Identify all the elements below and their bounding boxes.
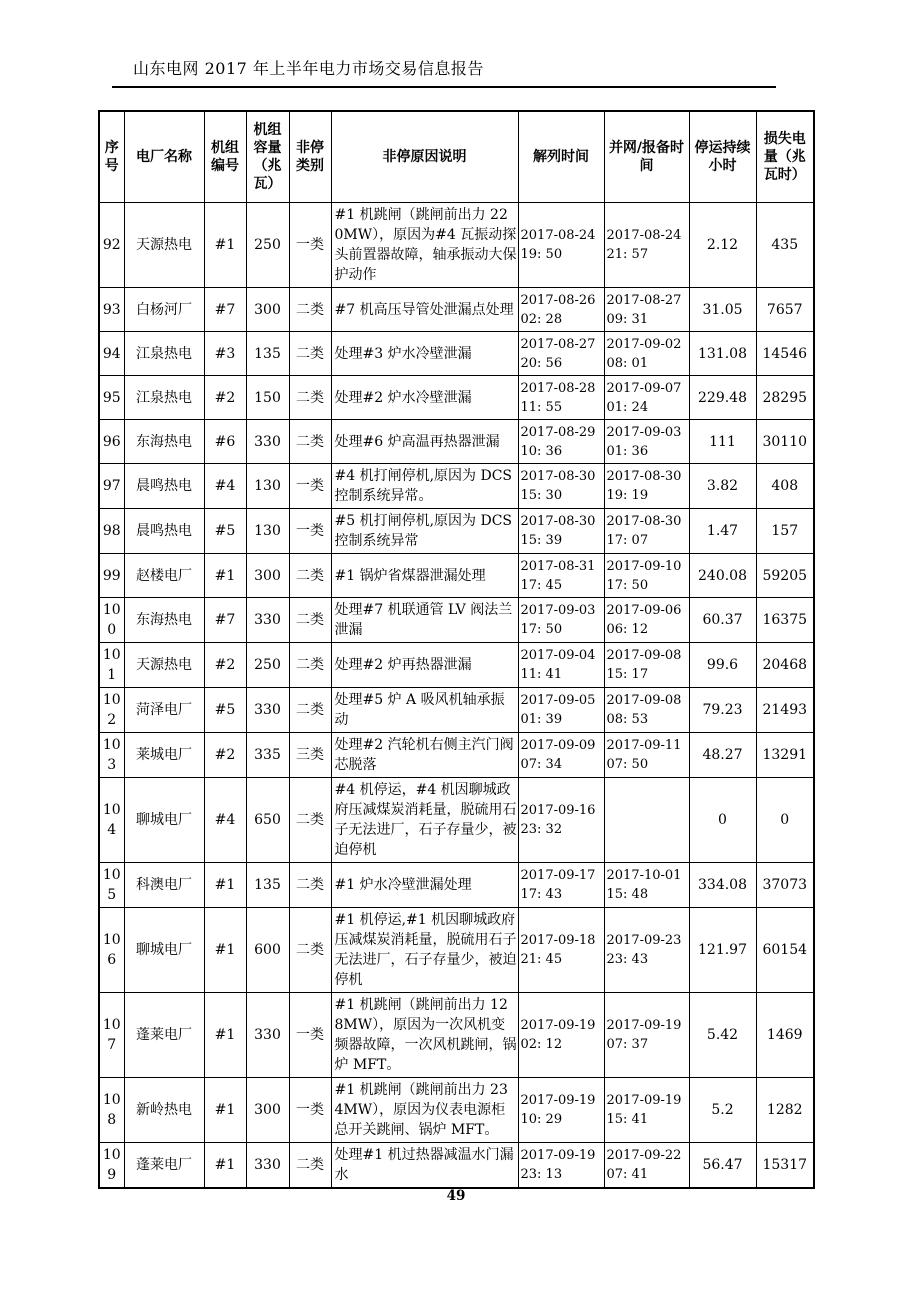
cell-serial-number: 104 — [99, 778, 124, 863]
date-value: 2017-09-19 — [520, 1148, 596, 1163]
cell-unit-capacity: 135 — [246, 863, 289, 908]
outage-table — [98, 110, 815, 1189]
cell-serial-number: 109 — [99, 1143, 124, 1189]
cell-unit-capacity: 250 — [246, 203, 289, 288]
date-value: 2017-10-01 — [606, 868, 682, 883]
cell-disconnect-time — [518, 288, 604, 332]
cell-unit-number: #1 — [204, 554, 246, 598]
cell-unit-number: #4 — [204, 464, 246, 509]
cell-reconnect-time — [604, 464, 689, 509]
table-row — [99, 688, 814, 733]
cell-unit-number: #1 — [204, 1078, 246, 1143]
cell-disconnect-time — [518, 332, 604, 376]
table-row — [99, 863, 814, 908]
cell-outage-category: 一类 — [289, 464, 331, 509]
table-row — [99, 332, 814, 376]
cell-disconnect-time — [518, 464, 604, 509]
time-value: 07: 50 — [606, 757, 649, 772]
date-value: 2017-09-22 — [606, 1148, 682, 1163]
cell-outage-hours: 1.47 — [689, 509, 756, 554]
time-value: 11: 55 — [520, 399, 563, 415]
time-value: 01: 36 — [606, 443, 649, 459]
cell-outage-reason: #1 机跳闸（跳闸前出力 128MW），原因为一次风机变频器故障，一次风机跳闸，锅炉 MFT。 — [331, 993, 518, 1078]
cell-plant-name: 晨鸣热电 — [124, 464, 204, 509]
cell-outage-hours: 99.6 — [689, 643, 756, 688]
cell-reconnect-time — [604, 203, 689, 288]
cell-serial-number: 94 — [99, 332, 124, 376]
cell-disconnect-time — [518, 1143, 604, 1189]
cell-outage-hours: 31.05 — [689, 288, 756, 332]
date-value: 2017-09-16 — [520, 803, 596, 818]
cell-disconnect-time — [518, 908, 604, 993]
time-value: 17: 45 — [520, 577, 563, 593]
cell-serial-number: 95 — [99, 376, 124, 420]
page-number: 49 — [446, 1188, 466, 1204]
date-value: 2017-09-19 — [606, 1093, 682, 1108]
cell-outage-reason: #5 机打闸停机,原因为 DCS 控制系统异常 — [331, 509, 518, 554]
header-outage-hours: 停运持续小时 — [689, 111, 756, 203]
table-row — [99, 643, 814, 688]
time-value: 15: 48 — [606, 887, 649, 902]
cell-loss-energy: 435 — [756, 203, 814, 288]
cell-outage-category: 一类 — [289, 993, 331, 1078]
date-value: 2017-09-10 — [606, 558, 682, 574]
cell-plant-name: 晨鸣热电 — [124, 509, 204, 554]
time-value: 08: 01 — [606, 355, 649, 371]
cell-disconnect-time — [518, 598, 604, 643]
cell-serial-number: 96 — [99, 420, 124, 464]
cell-outage-reason: #1 炉水冷壁泄漏处理 — [331, 863, 518, 908]
date-value: 2017-09-04 — [520, 648, 596, 663]
table-row — [99, 288, 814, 332]
cell-outage-hours: 240.08 — [689, 554, 756, 598]
time-value: 20: 56 — [520, 355, 563, 371]
cell-loss-energy: 21493 — [756, 688, 814, 733]
cell-loss-energy: 15317 — [756, 1143, 814, 1189]
cell-loss-energy: 37073 — [756, 863, 814, 908]
cell-outage-category: 三类 — [289, 733, 331, 778]
date-value: 2017-09-06 — [606, 603, 682, 618]
cell-unit-capacity: 150 — [246, 376, 289, 420]
cell-plant-name: 白杨河厂 — [124, 288, 204, 332]
cell-disconnect-time — [518, 420, 604, 464]
cell-plant-name: 莱城电厂 — [124, 733, 204, 778]
cell-unit-capacity: 250 — [246, 643, 289, 688]
table-row — [99, 554, 814, 598]
date-value: 2017-09-03 — [520, 603, 596, 618]
header-unit-number: 机组编号 — [204, 111, 246, 203]
cell-reconnect-time — [604, 1143, 689, 1189]
cell-unit-number: #1 — [204, 203, 246, 288]
header-outage-reason: 非停原因说明 — [331, 111, 518, 203]
cell-unit-capacity: 300 — [246, 1078, 289, 1143]
cell-outage-hours: 5.2 — [689, 1078, 756, 1143]
cell-reconnect-time — [604, 778, 689, 863]
cell-unit-capacity: 600 — [246, 908, 289, 993]
cell-reconnect-time — [604, 643, 689, 688]
cell-outage-hours: 79.23 — [689, 688, 756, 733]
cell-loss-energy: 59205 — [756, 554, 814, 598]
cell-outage-reason: 处理#2 炉再热器泄漏 — [331, 643, 518, 688]
table-row — [99, 420, 814, 464]
cell-unit-capacity: 335 — [246, 733, 289, 778]
cell-outage-category: 一类 — [289, 509, 331, 554]
cell-loss-energy: 20468 — [756, 643, 814, 688]
cell-unit-capacity: 330 — [246, 598, 289, 643]
time-value: 15: 39 — [520, 533, 563, 548]
date-value: 2017-08-30 — [520, 514, 596, 529]
time-value: 07: 41 — [606, 1167, 649, 1182]
cell-serial-number: 98 — [99, 509, 124, 554]
cell-plant-name: 新岭热电 — [124, 1078, 204, 1143]
cell-unit-number: #1 — [204, 863, 246, 908]
date-value: 2017-08-30 — [606, 469, 682, 484]
cell-serial-number: 93 — [99, 288, 124, 332]
cell-reconnect-time — [604, 376, 689, 420]
cell-serial-number: 107 — [99, 993, 124, 1078]
cell-outage-reason: #4 机打闸停机,原因为 DCS 控制系统异常。 — [331, 464, 518, 509]
header-loss-energy: 损失电量（兆瓦时） — [756, 111, 814, 203]
cell-outage-reason: #1 锅炉省煤器泄漏处理 — [331, 554, 518, 598]
cell-plant-name: 江泉热电 — [124, 376, 204, 420]
time-value: 07: 34 — [520, 757, 563, 772]
cell-disconnect-time — [518, 778, 604, 863]
cell-outage-hours: 121.97 — [689, 908, 756, 993]
cell-plant-name: 聊城电厂 — [124, 908, 204, 993]
cell-outage-hours: 229.48 — [689, 376, 756, 420]
cell-unit-number: #2 — [204, 643, 246, 688]
cell-serial-number: 105 — [99, 863, 124, 908]
cell-disconnect-time — [518, 376, 604, 420]
cell-outage-category: 二类 — [289, 332, 331, 376]
cell-outage-hours: 2.12 — [689, 203, 756, 288]
table-row — [99, 1143, 814, 1189]
cell-outage-category: 二类 — [289, 778, 331, 863]
time-value: 07: 37 — [606, 1037, 649, 1052]
cell-unit-capacity: 330 — [246, 688, 289, 733]
header-serial-number: 序号 — [99, 111, 124, 203]
date-value: 2017-09-17 — [520, 868, 596, 883]
date-value: 2017-09-08 — [606, 648, 682, 663]
date-value: 2017-09-03 — [606, 424, 682, 440]
cell-disconnect-time — [518, 688, 604, 733]
time-value: 15: 30 — [520, 488, 563, 503]
cell-outage-hours: 56.47 — [689, 1143, 756, 1189]
table-row — [99, 908, 814, 993]
time-value: 19: 50 — [520, 247, 563, 262]
table-header — [99, 111, 814, 203]
table-row — [99, 509, 814, 554]
date-value: 2017-09-05 — [520, 693, 596, 708]
date-value: 2017-08-24 — [520, 228, 596, 243]
time-value: 17: 43 — [520, 887, 563, 902]
time-value: 10: 29 — [520, 1112, 563, 1127]
cell-unit-number: #6 — [204, 420, 246, 464]
cell-outage-hours: 131.08 — [689, 332, 756, 376]
cell-unit-capacity: 650 — [246, 778, 289, 863]
header-disconnect-time: 解列时间 — [518, 111, 604, 203]
cell-plant-name: 天源热电 — [124, 203, 204, 288]
cell-unit-capacity: 330 — [246, 420, 289, 464]
cell-outage-reason: 处理#2 汽轮机右侧主汽门阀芯脱落 — [331, 733, 518, 778]
date-value: 2017-08-31 — [520, 558, 596, 574]
cell-unit-capacity: 135 — [246, 332, 289, 376]
cell-outage-category: 一类 — [289, 1078, 331, 1143]
cell-reconnect-time — [604, 554, 689, 598]
time-value: 08: 53 — [606, 712, 649, 727]
time-value: 01: 24 — [606, 399, 649, 415]
cell-disconnect-time — [518, 509, 604, 554]
date-value: 2017-09-02 — [606, 336, 682, 352]
time-value: 01: 39 — [520, 712, 563, 727]
date-value: 2017-08-27 — [520, 336, 596, 352]
cell-serial-number: 108 — [99, 1078, 124, 1143]
cell-unit-number: #4 — [204, 778, 246, 863]
cell-serial-number: 102 — [99, 688, 124, 733]
date-value: 2017-08-30 — [520, 469, 596, 484]
table-row — [99, 598, 814, 643]
cell-outage-category: 一类 — [289, 203, 331, 288]
cell-outage-hours: 334.08 — [689, 863, 756, 908]
cell-plant-name: 科澳电厂 — [124, 863, 204, 908]
time-value: 21: 57 — [606, 247, 649, 262]
document-title: 山东电网 2017 年上半年电力市场交易信息报告 — [133, 59, 484, 78]
cell-plant-name: 菏泽电厂 — [124, 688, 204, 733]
cell-outage-category: 二类 — [289, 420, 331, 464]
cell-reconnect-time — [604, 332, 689, 376]
cell-outage-hours: 5.42 — [689, 993, 756, 1078]
time-value: 11: 41 — [520, 667, 563, 682]
cell-plant-name: 江泉热电 — [124, 332, 204, 376]
cell-loss-energy: 408 — [756, 464, 814, 509]
date-value: 2017-09-11 — [606, 738, 682, 753]
cell-loss-energy: 7657 — [756, 288, 814, 332]
cell-loss-energy: 30110 — [756, 420, 814, 464]
table-row — [99, 733, 814, 778]
table-row — [99, 778, 814, 863]
cell-loss-energy: 1282 — [756, 1078, 814, 1143]
cell-plant-name: 聊城电厂 — [124, 778, 204, 863]
date-value: 2017-08-27 — [606, 292, 682, 308]
date-value: 2017-09-18 — [520, 933, 596, 948]
cell-outage-category: 二类 — [289, 376, 331, 420]
cell-unit-number: #5 — [204, 509, 246, 554]
cell-outage-category: 二类 — [289, 643, 331, 688]
cell-outage-hours: 3.82 — [689, 464, 756, 509]
cell-outage-reason: #4 机停运，#4 机因聊城政府压减煤炭消耗量，脱硫用石子无法进厂，石子存量少，被迫停机 — [331, 778, 518, 863]
cell-serial-number: 97 — [99, 464, 124, 509]
date-value: 2017-09-23 — [606, 933, 682, 948]
cell-outage-category: 二类 — [289, 863, 331, 908]
cell-outage-hours: 111 — [689, 420, 756, 464]
cell-serial-number: 101 — [99, 643, 124, 688]
cell-outage-reason: #1 机跳闸（跳闸前出力 234MW），原因为仪表电源柜总开关跳闸、锅炉 MFT。 — [331, 1078, 518, 1143]
cell-unit-number: #1 — [204, 1143, 246, 1189]
cell-plant-name: 蓬莱电厂 — [124, 993, 204, 1078]
cell-outage-reason: 处理#3 炉水冷壁泄漏 — [331, 332, 518, 376]
cell-outage-category: 二类 — [289, 688, 331, 733]
time-value: 17: 50 — [606, 577, 649, 593]
cell-unit-capacity: 130 — [246, 509, 289, 554]
cell-outage-reason: 处理#7 机联通管 LV 阀法兰泄漏 — [331, 598, 518, 643]
cell-unit-number: #5 — [204, 688, 246, 733]
cell-outage-reason: 处理#1 机过热器减温水门漏水 — [331, 1143, 518, 1189]
cell-outage-reason: #7 机高压导管处泄漏点处理 — [331, 288, 518, 332]
date-value: 2017-09-09 — [520, 738, 596, 753]
header-plant-name: 电厂名称 — [124, 111, 204, 203]
cell-unit-number: #3 — [204, 332, 246, 376]
cell-outage-hours: 0 — [689, 778, 756, 863]
header-outage-category: 非停类别 — [289, 111, 331, 203]
cell-plant-name: 赵楼电厂 — [124, 554, 204, 598]
time-value: 09: 31 — [606, 311, 649, 327]
cell-disconnect-time — [518, 554, 604, 598]
cell-reconnect-time — [604, 598, 689, 643]
time-value: 19: 19 — [606, 488, 649, 503]
date-value: 2017-08-24 — [606, 228, 682, 243]
time-value: 02: 12 — [520, 1037, 563, 1052]
cell-unit-capacity: 330 — [246, 993, 289, 1078]
date-value: 2017-08-29 — [520, 424, 596, 440]
date-value: 2017-09-19 — [520, 1018, 596, 1033]
date-value: 2017-08-30 — [606, 514, 682, 529]
time-value: 10: 36 — [520, 443, 563, 459]
cell-serial-number: 106 — [99, 908, 124, 993]
table-header-row — [99, 111, 814, 203]
page-header — [112, 56, 776, 88]
cell-outage-category: 二类 — [289, 554, 331, 598]
cell-unit-number: #7 — [204, 288, 246, 332]
table-row — [99, 1078, 814, 1143]
cell-outage-reason: 处理#5 炉 A 吸风机轴承振动 — [331, 688, 518, 733]
cell-outage-hours: 48.27 — [689, 733, 756, 778]
time-value: 21: 45 — [520, 952, 563, 967]
cell-plant-name: 东海热电 — [124, 598, 204, 643]
time-value: 02: 28 — [520, 311, 563, 327]
cell-loss-energy: 1469 — [756, 993, 814, 1078]
cell-reconnect-time — [604, 733, 689, 778]
cell-unit-capacity: 330 — [246, 1143, 289, 1189]
date-value: 2017-09-08 — [606, 693, 682, 708]
cell-reconnect-time — [604, 509, 689, 554]
cell-outage-reason: #1 机跳闸（跳闸前出力 220MW），原因为#4 瓦振动探头前置器故障，轴承振动大保护动作 — [331, 203, 518, 288]
page-footer — [0, 1188, 912, 1204]
cell-serial-number: 99 — [99, 554, 124, 598]
table-row — [99, 203, 814, 288]
cell-reconnect-time — [604, 1078, 689, 1143]
table-row — [99, 464, 814, 509]
time-value: 17: 07 — [606, 533, 649, 548]
cell-outage-reason: 处理#2 炉水冷壁泄漏 — [331, 376, 518, 420]
time-value: 23: 13 — [520, 1167, 563, 1182]
cell-disconnect-time — [518, 643, 604, 688]
cell-loss-energy: 60154 — [756, 908, 814, 993]
time-value: 15: 41 — [606, 1112, 649, 1127]
cell-reconnect-time — [604, 993, 689, 1078]
time-value: 06: 12 — [606, 622, 649, 637]
cell-outage-reason: #1 机停运,#1 机因聊城政府压减煤炭消耗量，脱硫用石子无法进厂，石子存量少，被迫停机 — [331, 908, 518, 993]
date-value: 2017-08-28 — [520, 380, 596, 396]
cell-plant-name: 天源热电 — [124, 643, 204, 688]
cell-loss-energy: 0 — [756, 778, 814, 863]
cell-outage-category: 二类 — [289, 1143, 331, 1189]
cell-disconnect-time — [518, 993, 604, 1078]
date-value: 2017-09-19 — [606, 1018, 682, 1033]
cell-plant-name: 蓬莱电厂 — [124, 1143, 204, 1189]
cell-reconnect-time — [604, 688, 689, 733]
cell-loss-energy: 28295 — [756, 376, 814, 420]
cell-outage-reason: 处理#6 炉高温再热器泄漏 — [331, 420, 518, 464]
cell-disconnect-time — [518, 1078, 604, 1143]
date-value: 2017-09-07 — [606, 380, 682, 396]
cell-outage-category: 二类 — [289, 598, 331, 643]
cell-reconnect-time — [604, 288, 689, 332]
cell-reconnect-time — [604, 863, 689, 908]
cell-loss-energy: 157 — [756, 509, 814, 554]
cell-loss-energy: 16375 — [756, 598, 814, 643]
cell-unit-number: #2 — [204, 376, 246, 420]
date-value: 2017-09-19 — [520, 1093, 596, 1108]
date-value: 2017-08-26 — [520, 292, 596, 308]
outage-table-body — [99, 203, 814, 1189]
cell-reconnect-time — [604, 420, 689, 464]
cell-disconnect-time — [518, 733, 604, 778]
cell-plant-name: 东海热电 — [124, 420, 204, 464]
cell-loss-energy: 14546 — [756, 332, 814, 376]
cell-loss-energy: 13291 — [756, 733, 814, 778]
time-value: 15: 17 — [606, 667, 649, 682]
cell-disconnect-time — [518, 863, 604, 908]
time-value: 17: 50 — [520, 622, 563, 637]
cell-outage-category: 二类 — [289, 908, 331, 993]
table-row — [99, 993, 814, 1078]
time-value: 23: 32 — [520, 822, 563, 837]
cell-serial-number: 100 — [99, 598, 124, 643]
cell-unit-number: #1 — [204, 993, 246, 1078]
table-row — [99, 376, 814, 420]
cell-serial-number: 103 — [99, 733, 124, 778]
cell-unit-number: #1 — [204, 908, 246, 993]
cell-serial-number: 92 — [99, 203, 124, 288]
header-reconnect-time: 并网/报备时间 — [604, 111, 689, 203]
cell-unit-capacity: 300 — [246, 288, 289, 332]
cell-disconnect-time — [518, 203, 604, 288]
cell-reconnect-time — [604, 908, 689, 993]
header-unit-capacity: 机组容量（兆瓦） — [246, 111, 289, 203]
cell-outage-category: 二类 — [289, 288, 331, 332]
cell-unit-capacity: 130 — [246, 464, 289, 509]
cell-unit-number: #2 — [204, 733, 246, 778]
time-value: 23: 43 — [606, 952, 649, 967]
cell-outage-hours: 60.37 — [689, 598, 756, 643]
cell-unit-capacity: 300 — [246, 554, 289, 598]
cell-unit-number: #7 — [204, 598, 246, 643]
